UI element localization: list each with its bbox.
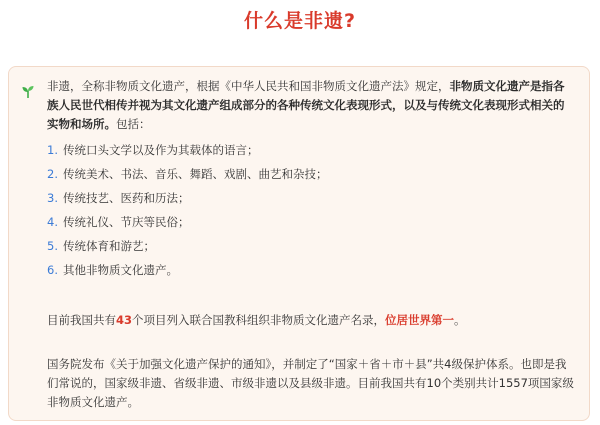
content-card xyxy=(8,66,590,421)
unesco-count: 43 xyxy=(116,313,133,327)
list-item: 5. 传统体育和游艺； xyxy=(47,239,155,253)
intro-paragraph: 非遗，全称非物质文化遗产，根据《中华人民共和国非物质文化遗产法》规定，非物质文化遗产是指各族人民世代相传并视为其文化遗产组成部分的各种传统文化表现形式，以及与传统文化表现形式相关的实物和场所。包括： xyxy=(47,79,565,131)
state-council-paragraph: 国务院发布《关于加强文化遗产保护的通知》，并制定了“国家＋省＋市＋县”共4级保护体系。也即是我们常说的，国家级非遗、省级非遗、市级非遗以及县级非遗。目前我国共有10个类别共计1557项国家级非物质文化遗产。 xyxy=(47,357,574,409)
unesco-paragraph: 目前我国共有43个项目列入联合国教科组织非物质文化遗产名录，位居世界第一。 xyxy=(47,313,466,327)
list-item: 4. 传统礼仪、节庆等民俗； xyxy=(47,215,190,229)
list-item: 1. 传统口头文学以及作为其载体的语言； xyxy=(47,143,259,157)
list-item: 6. 其他非物质文化遗产。 xyxy=(47,263,178,277)
list-item: 2. 传统美术、书法、音乐、舞蹈、戏剧、曲艺和杂技； xyxy=(47,167,328,181)
page-title: 什么是非遗? xyxy=(243,10,357,32)
sprout-icon xyxy=(21,85,35,99)
rank-highlight: 位居世界第一 xyxy=(385,313,455,327)
list-item: 3. 传统技艺、医药和历法； xyxy=(47,191,190,205)
